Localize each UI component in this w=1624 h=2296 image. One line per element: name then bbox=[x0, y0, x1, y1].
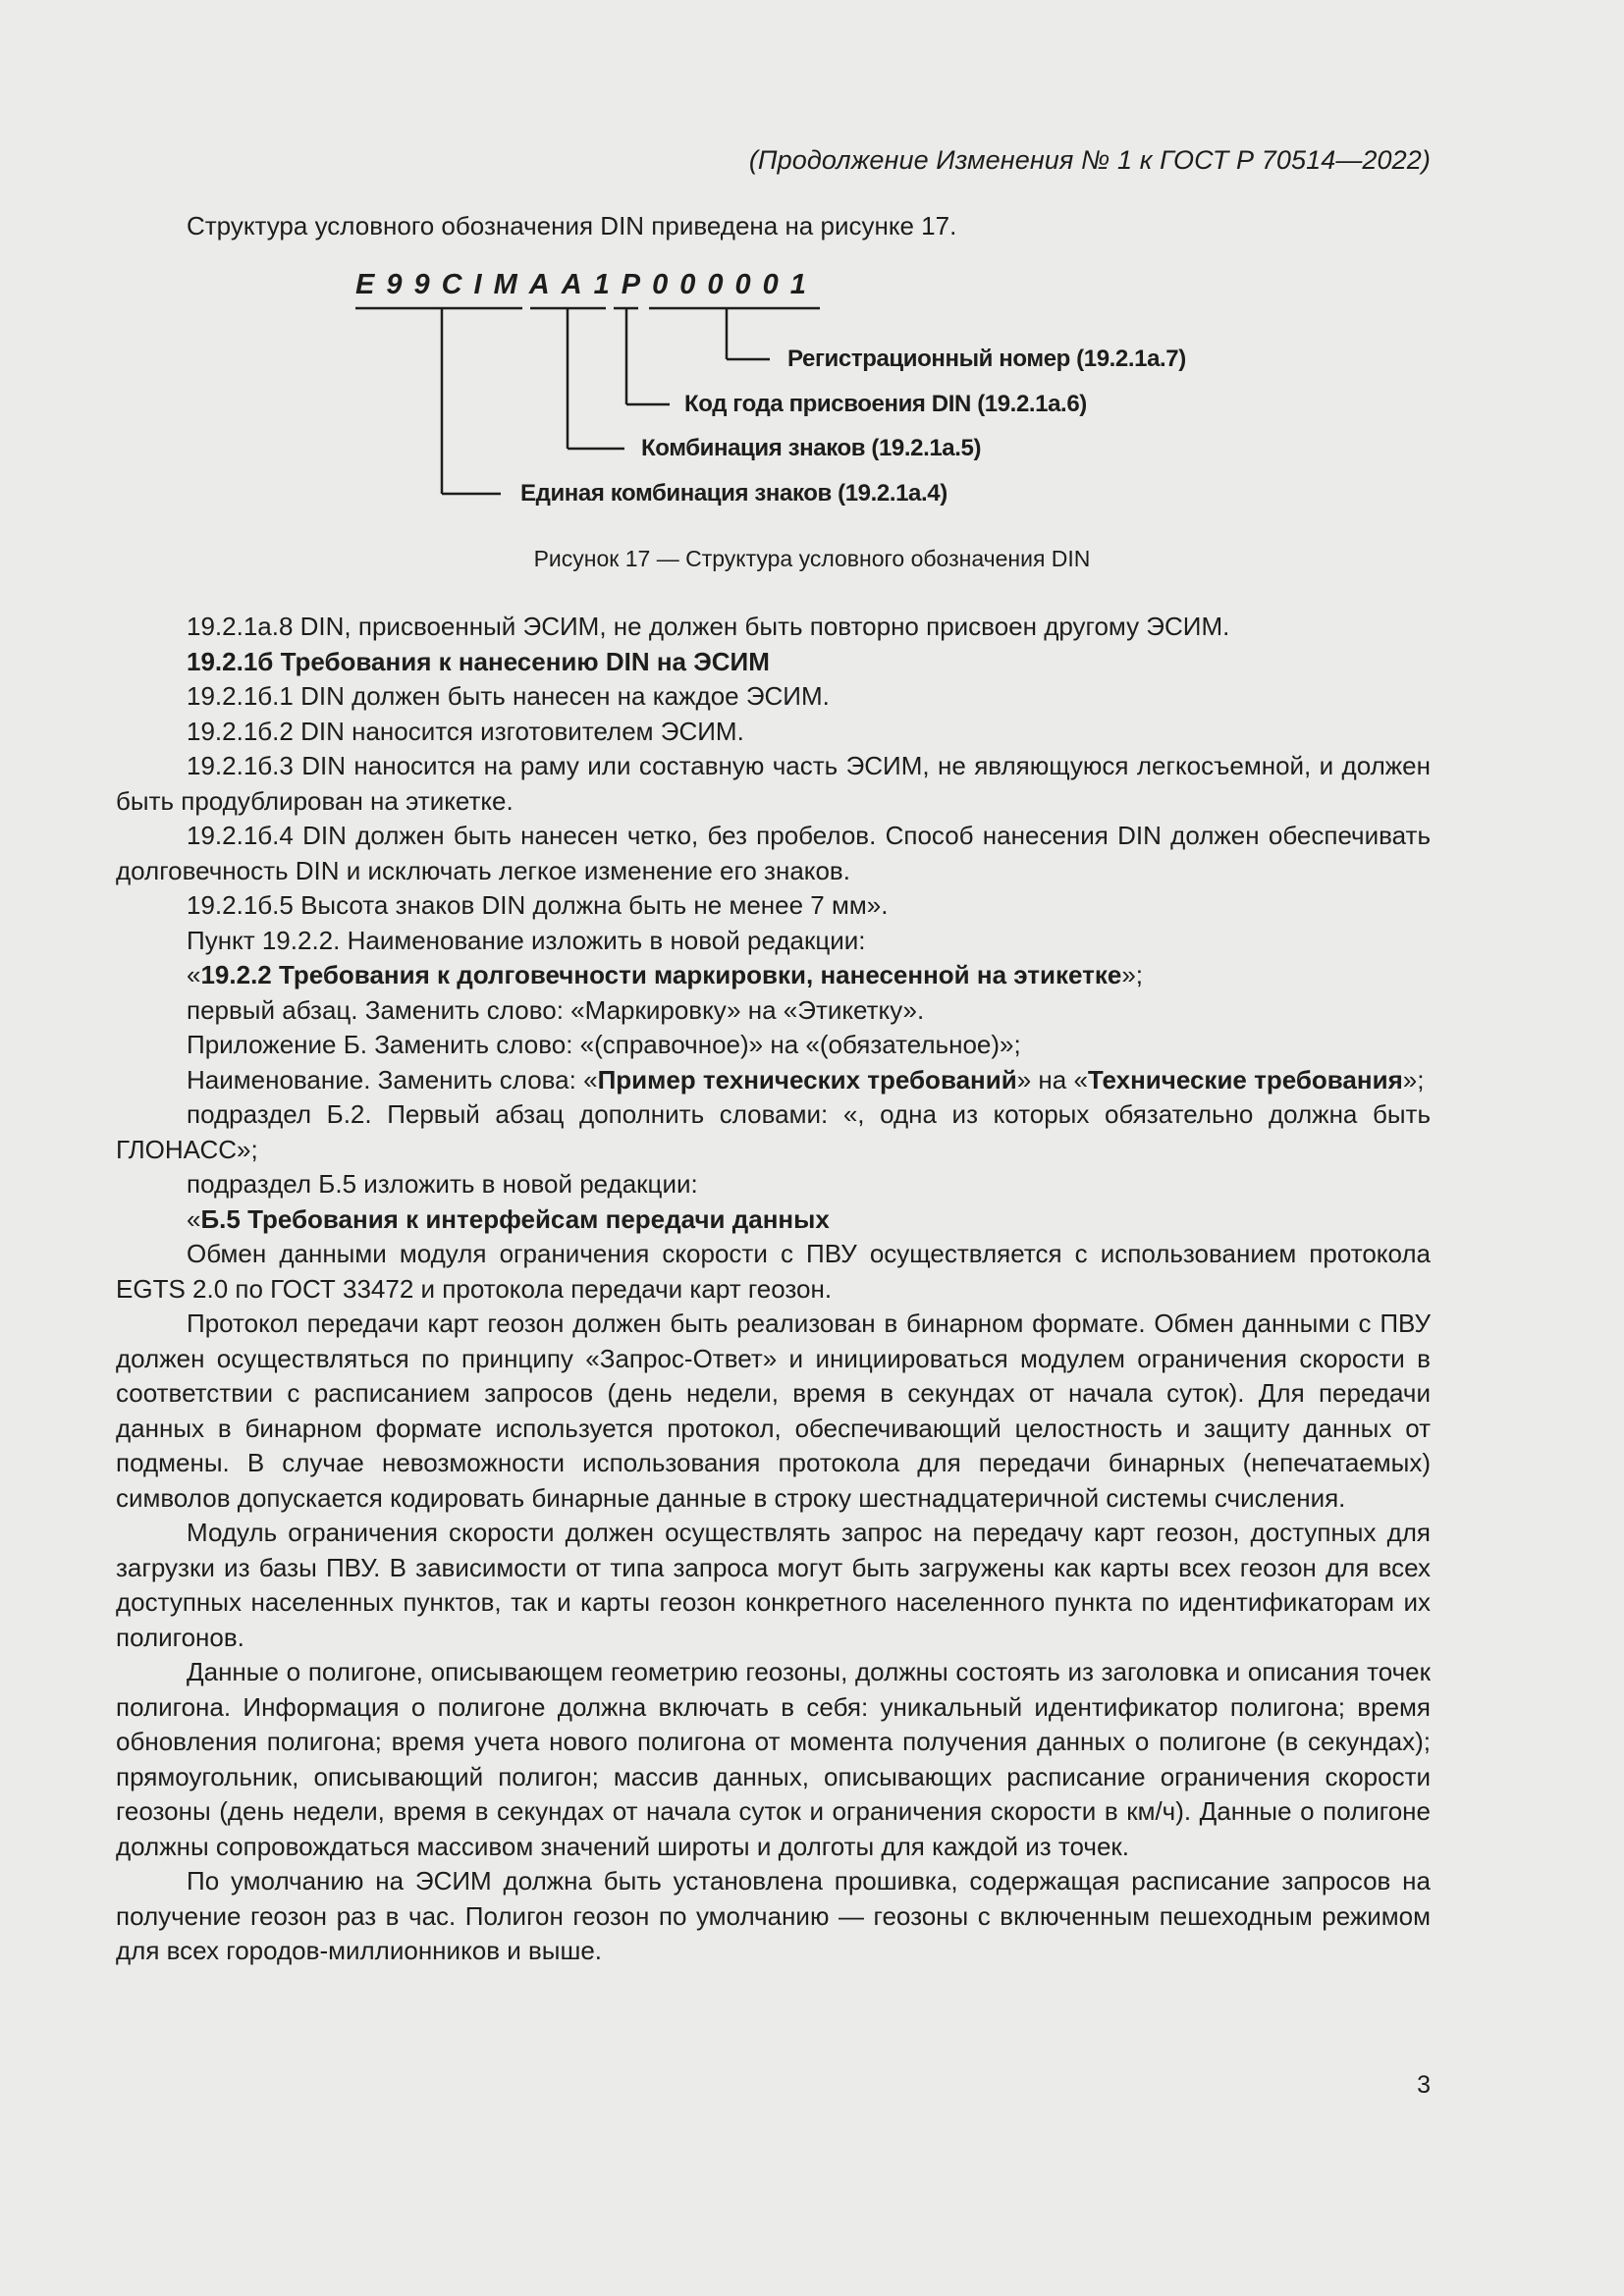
paragraph: Обмен данными модуля ограничения скорости с ПВУ осуществляется с использованием протокола EGTS 2.0 по ГОСТ 33472 и протокола передачи карт геозон. bbox=[116, 1239, 1431, 1304]
text-run: Наименование. Заменить слова: « bbox=[187, 1064, 598, 1095]
paragraph: По умолчанию на ЭСИМ должна быть установлена прошивка, содержащая расписание запросов на получение геозон раз в час. Полигон геозон по умолчанию — геозоны с включенным пешеходным режимом для всех городов-миллионников и выше. bbox=[116, 1866, 1431, 1965]
intro-block bbox=[116, 209, 1431, 244]
paragraph: Модуль ограничения скорости должен осуществлять запрос на передачу карт геозон, доступных для загрузки из базы ПВУ. В зависимости от типа запроса могут быть загружены как карты всех геозон для всех доступных населенных пунктов, так и карты геозон конкретного населенного пункта по идентификаторам их полигонов. bbox=[116, 1518, 1431, 1652]
label-character-combination: Комбинация знаков (19.2.1а.5) bbox=[641, 435, 982, 461]
paragraph: Приложение Б. Заменить слово: «(справочное)» на «(обязательное)»; bbox=[187, 1030, 1021, 1059]
paragraph: Пункт 19.2.2. Наименование изложить в новой редакции: bbox=[187, 925, 866, 955]
text-run: » на « bbox=[1016, 1064, 1088, 1095]
text-run: »; bbox=[1121, 960, 1144, 989]
label-unified-combination: Единая комбинация знаков (19.2.1а.4) bbox=[520, 480, 947, 507]
paragraph: 19.2.1б.1 DIN должен быть нанесен на каждое ЭСИМ. bbox=[187, 681, 830, 711]
bold-title: 19.2.2 Требования к долговечности маркировки, нанесенной на этикетке bbox=[200, 960, 1122, 989]
paragraph: 19.2.1б.3 DIN наносится на раму или составную часть ЭСИМ, не являющуюся легкосъемной, и должен быть продублирован на этикетке. bbox=[116, 751, 1431, 816]
body-text bbox=[116, 610, 1431, 1969]
intro-paragraph: Структура условного обозначения DIN приведена на рисунке 17. bbox=[187, 211, 957, 240]
din-code: E99CIMAA1P000001 bbox=[355, 269, 818, 300]
section-heading: 19.2.1б Требования к нанесению DIN на ЭСИМ bbox=[187, 646, 770, 676]
page-header: (Продолжение Изменения № 1 к ГОСТ Р 70514—2022) bbox=[748, 145, 1431, 175]
label-registration-number: Регистрационный номер (19.2.1а.7) bbox=[787, 346, 1186, 372]
paragraph: 19.2.1б.5 Высота знаков DIN должна быть не менее 7 мм». bbox=[187, 890, 889, 920]
din-structure-figure bbox=[0, 265, 1624, 520]
text-run: « bbox=[187, 1203, 201, 1234]
text-run: « bbox=[187, 960, 201, 989]
paragraph: 19.2.1а.8 DIN, присвоенный ЭСИМ, не должен быть повторно присвоен другому ЭСИМ. bbox=[187, 612, 1230, 641]
paragraph: 19.2.1б.4 DIN должен быть нанесен четко, без пробелов. Способ нанесения DIN должен обеспечивать долговечность DIN и исключать легкое изменение его знаков. bbox=[116, 821, 1431, 885]
paragraph: Данные о полигоне, описывающем геометрию геозоны, должны состоять из заголовка и описания точек полигона. Информация о полигоне должна включать в себя: уникальный идентификатор полигона; время обновления полигона; время учета нового полигона от момента получения данных о полигоне (в секундах); прямоугольник, описывающий полигон; массив данных, описывающих расписание ограничения скорости геозоны (день недели, время в секундах от начала суток и ограничения скорости в км/ч). Данные о полигоне должны сопровождаться массивом значений широты и долготы для каждой из точек. bbox=[116, 1657, 1431, 1861]
paragraph: первый абзац. Заменить слово: «Маркировку» на «Этикетку». bbox=[187, 994, 925, 1025]
paragraph bbox=[116, 1063, 1431, 1098]
paragraph: Протокол передачи карт геозон должен быть реализован в бинарном формате. Обмен данными с ПВУ должен осуществляться по принципу «Запрос-Ответ» и инициироваться модулем ограничения скорости в соответствии с расписанием запросов (день недели, время в секундах от начала суток). Для передачи данных в бинарном формате используется протокол, обеспечивающий целостность и защиту данных от подмены. В случае невозможности использования протокола для передачи бинарных (непечатаемых) символов допускается кодировать бинарные данные в строку шестнадцатеричной системы счисления. bbox=[116, 1308, 1431, 1513]
figure-caption: Рисунок 17 — Структура условного обозначения DIN bbox=[533, 546, 1091, 571]
paragraph bbox=[116, 1202, 1431, 1238]
page-number: 3 bbox=[1417, 2071, 1431, 2099]
label-year-code: Код года присвоения DIN (19.2.1а.6) bbox=[684, 391, 1087, 417]
text-run: »; bbox=[1402, 1064, 1425, 1095]
paragraph: 19.2.1б.2 DIN наносится изготовителем ЭСИМ. bbox=[187, 716, 744, 746]
paragraph bbox=[116, 958, 1431, 993]
paragraph: подраздел Б.5 изложить в новой редакции: bbox=[187, 1169, 698, 1199]
bold-title: Технические требования bbox=[1087, 1064, 1403, 1095]
bold-title: Пример технических требований bbox=[597, 1064, 1017, 1095]
bold-title: Б.5 Требования к интерфейсам передачи данных bbox=[200, 1203, 830, 1234]
paragraph: подраздел Б.2. Первый абзац дополнить словами: «, одна из которых обязательно должна быть ГЛОНАСС»; bbox=[116, 1099, 1431, 1164]
